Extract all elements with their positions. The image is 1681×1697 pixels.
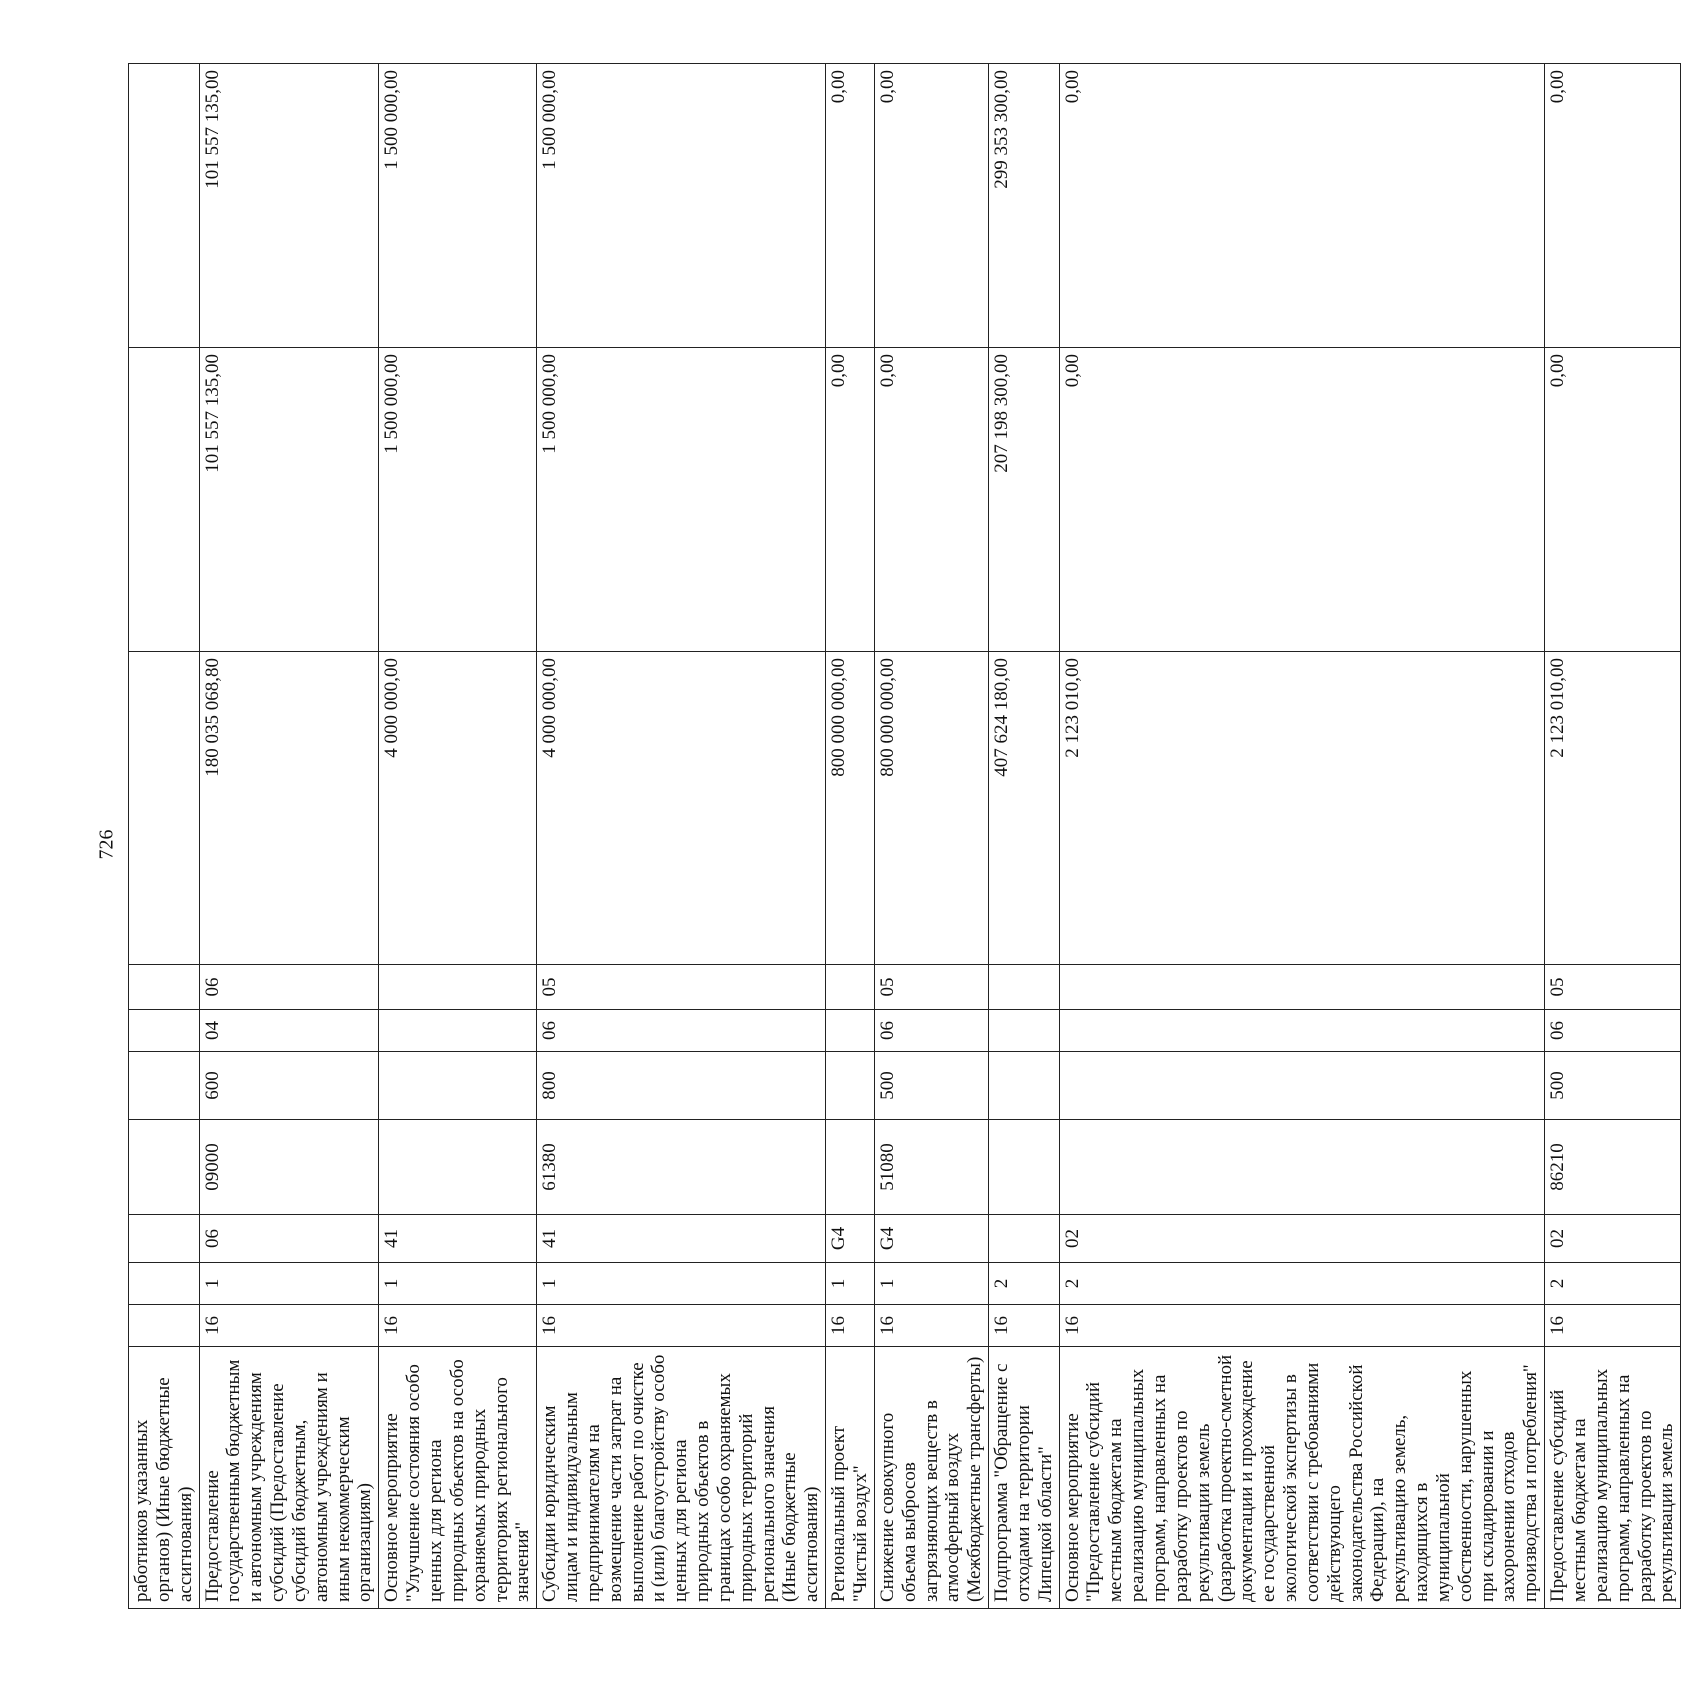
code-direction: 51080 <box>874 1120 988 1215</box>
code-event: 02 <box>1059 1215 1545 1263</box>
code-ministry: 16 <box>379 1305 537 1347</box>
table-row <box>1059 64 1545 1609</box>
amount-year-1: 2 123 010,00 <box>1059 652 1545 965</box>
budget-table <box>128 63 1681 1609</box>
code-subprogram: 1 <box>826 1263 875 1305</box>
code-section <box>379 1010 537 1052</box>
code-section <box>129 1010 200 1052</box>
amount-year-1: 407 624 180,00 <box>989 652 1060 965</box>
code-subprogram: 2 <box>1059 1263 1545 1305</box>
code-event: 02 <box>1545 1215 1681 1263</box>
amount-year-1: 4 000 000,00 <box>379 652 537 965</box>
table-row <box>874 64 988 1609</box>
row-name: Субсидии юридическим лицам и индивидуальным предпринимателям на возмещение части затрат на выполнение работ по очистке и (или) благоустройству особо ценных для региона природных объектов в границах особо охраняемых природных территорий регионального значения (Иные бюджетные ассигнования) <box>537 1347 826 1609</box>
table-row <box>379 64 537 1609</box>
code-subprogram: 2 <box>989 1263 1060 1305</box>
amount-year-3 <box>129 64 200 348</box>
code-subsection <box>129 965 200 1010</box>
code-expense-type <box>379 1052 537 1120</box>
code-event <box>989 1215 1060 1263</box>
table-row <box>1545 64 1681 1609</box>
code-subprogram: 1 <box>199 1263 379 1305</box>
amount-year-2 <box>129 348 200 652</box>
code-section: 04 <box>199 1010 379 1052</box>
amount-year-1 <box>129 652 200 965</box>
table-row <box>537 64 826 1609</box>
amount-year-2: 1 500 000,00 <box>379 348 537 652</box>
amount-year-3: 0,00 <box>826 64 875 348</box>
code-subsection <box>1059 965 1545 1010</box>
code-section: 06 <box>537 1010 826 1052</box>
code-event: G4 <box>874 1215 988 1263</box>
code-subprogram <box>129 1263 200 1305</box>
row-name: Региональный проект "Чистый воздух" <box>826 1347 875 1609</box>
code-direction <box>989 1120 1060 1215</box>
code-expense-type <box>1059 1052 1545 1120</box>
code-ministry: 16 <box>199 1305 379 1347</box>
code-event: 06 <box>199 1215 379 1263</box>
code-subsection: 05 <box>874 965 988 1010</box>
code-section <box>826 1010 875 1052</box>
code-direction <box>129 1120 200 1215</box>
amount-year-3: 1 500 000,00 <box>537 64 826 348</box>
code-event <box>129 1215 200 1263</box>
amount-year-3: 101 557 135,00 <box>199 64 379 348</box>
code-subsection <box>826 965 875 1010</box>
page-number: 726 <box>95 829 118 860</box>
code-section <box>989 1010 1060 1052</box>
code-direction: 09000 <box>199 1120 379 1215</box>
code-direction <box>826 1120 875 1215</box>
row-name: Снижение совокупного объема выбросов загрязняющих веществ в атмосферный воздух (Межбюджетные трансферты) <box>874 1347 988 1609</box>
code-expense-type <box>826 1052 875 1120</box>
table-row <box>129 64 200 1609</box>
code-ministry: 16 <box>537 1305 826 1347</box>
code-expense-type: 500 <box>1545 1052 1681 1120</box>
code-subprogram: 1 <box>537 1263 826 1305</box>
amount-year-2: 0,00 <box>826 348 875 652</box>
code-subsection <box>989 965 1060 1010</box>
code-event: 41 <box>379 1215 537 1263</box>
code-direction: 86210 <box>1545 1120 1681 1215</box>
amount-year-1: 180 035 068,80 <box>199 652 379 965</box>
code-subprogram: 2 <box>1545 1263 1681 1305</box>
amount-year-1: 2 123 010,00 <box>1545 652 1681 965</box>
rotated-page <box>128 64 1678 1609</box>
row-name: Основное мероприятие "Улучшение состояния особо ценных для региона природных объектов на особо охраняемых природных территориях регионального значения" <box>379 1347 537 1609</box>
code-subsection: 06 <box>199 965 379 1010</box>
row-name: Подпрограмма "Обращение с отходами на территории Липецкой области" <box>989 1347 1060 1609</box>
row-name: Предоставление субсидий местным бюджетам на реализацию муниципальных программ, направленных на разработку проектов по рекультивации земель <box>1545 1347 1681 1609</box>
row-name: Основное мероприятие "Предоставление субсидий местным бюджетам на реализацию муниципальных программ, направленных на разработку проектов по рекультивации земель (разработка проектно-сметной документации и прохождение ее государственной экологической экспертизы в соответствии с требованиями действующего законодательства Российской Федерации), на рекультивацию земель, находящихся в муниципальной собственности, нарушенных при складировании и захоронении отходов производства и потребления" <box>1059 1347 1545 1609</box>
code-subprogram: 1 <box>379 1263 537 1305</box>
amount-year-2: 0,00 <box>1059 348 1545 652</box>
amount-year-3: 0,00 <box>874 64 988 348</box>
amount-year-1: 800 000 000,00 <box>874 652 988 965</box>
code-expense-type <box>989 1052 1060 1120</box>
amount-year-1: 4 000 000,00 <box>537 652 826 965</box>
code-section: 06 <box>874 1010 988 1052</box>
code-direction <box>1059 1120 1545 1215</box>
code-ministry: 16 <box>989 1305 1060 1347</box>
code-expense-type <box>129 1052 200 1120</box>
code-subsection <box>379 965 537 1010</box>
code-expense-type: 500 <box>874 1052 988 1120</box>
code-subsection: 05 <box>1545 965 1681 1010</box>
row-name: Предоставление государственным бюджетным и автономным учреждениям субсидий (Предоставление субсидий бюджетным, автономным учреждениям и иным некоммерческим организациям) <box>199 1347 379 1609</box>
amount-year-2: 1 500 000,00 <box>537 348 826 652</box>
code-event: G4 <box>826 1215 875 1263</box>
amount-year-1: 800 000 000,00 <box>826 652 875 965</box>
code-ministry: 16 <box>874 1305 988 1347</box>
code-direction: 61380 <box>537 1120 826 1215</box>
code-expense-type: 800 <box>537 1052 826 1120</box>
code-section: 06 <box>1545 1010 1681 1052</box>
code-ministry: 16 <box>1545 1305 1681 1347</box>
code-ministry: 16 <box>826 1305 875 1347</box>
code-subsection: 05 <box>537 965 826 1010</box>
amount-year-2: 101 557 135,00 <box>199 348 379 652</box>
amount-year-3: 0,00 <box>1545 64 1681 348</box>
amount-year-2: 0,00 <box>874 348 988 652</box>
amount-year-3: 299 353 300,00 <box>989 64 1060 348</box>
code-expense-type: 600 <box>199 1052 379 1120</box>
code-subprogram: 1 <box>874 1263 988 1305</box>
table-row <box>199 64 379 1609</box>
amount-year-3: 1 500 000,00 <box>379 64 537 348</box>
code-direction <box>379 1120 537 1215</box>
amount-year-2: 207 198 300,00 <box>989 348 1060 652</box>
code-section <box>1059 1010 1545 1052</box>
code-ministry: 16 <box>1059 1305 1545 1347</box>
amount-year-2: 0,00 <box>1545 348 1681 652</box>
table-row <box>989 64 1060 1609</box>
table-row <box>826 64 875 1609</box>
code-event: 41 <box>537 1215 826 1263</box>
amount-year-3: 0,00 <box>1059 64 1545 348</box>
row-name: работников указанных органов) (Иные бюджетные ассигнования) <box>129 1347 200 1609</box>
code-ministry <box>129 1305 200 1347</box>
